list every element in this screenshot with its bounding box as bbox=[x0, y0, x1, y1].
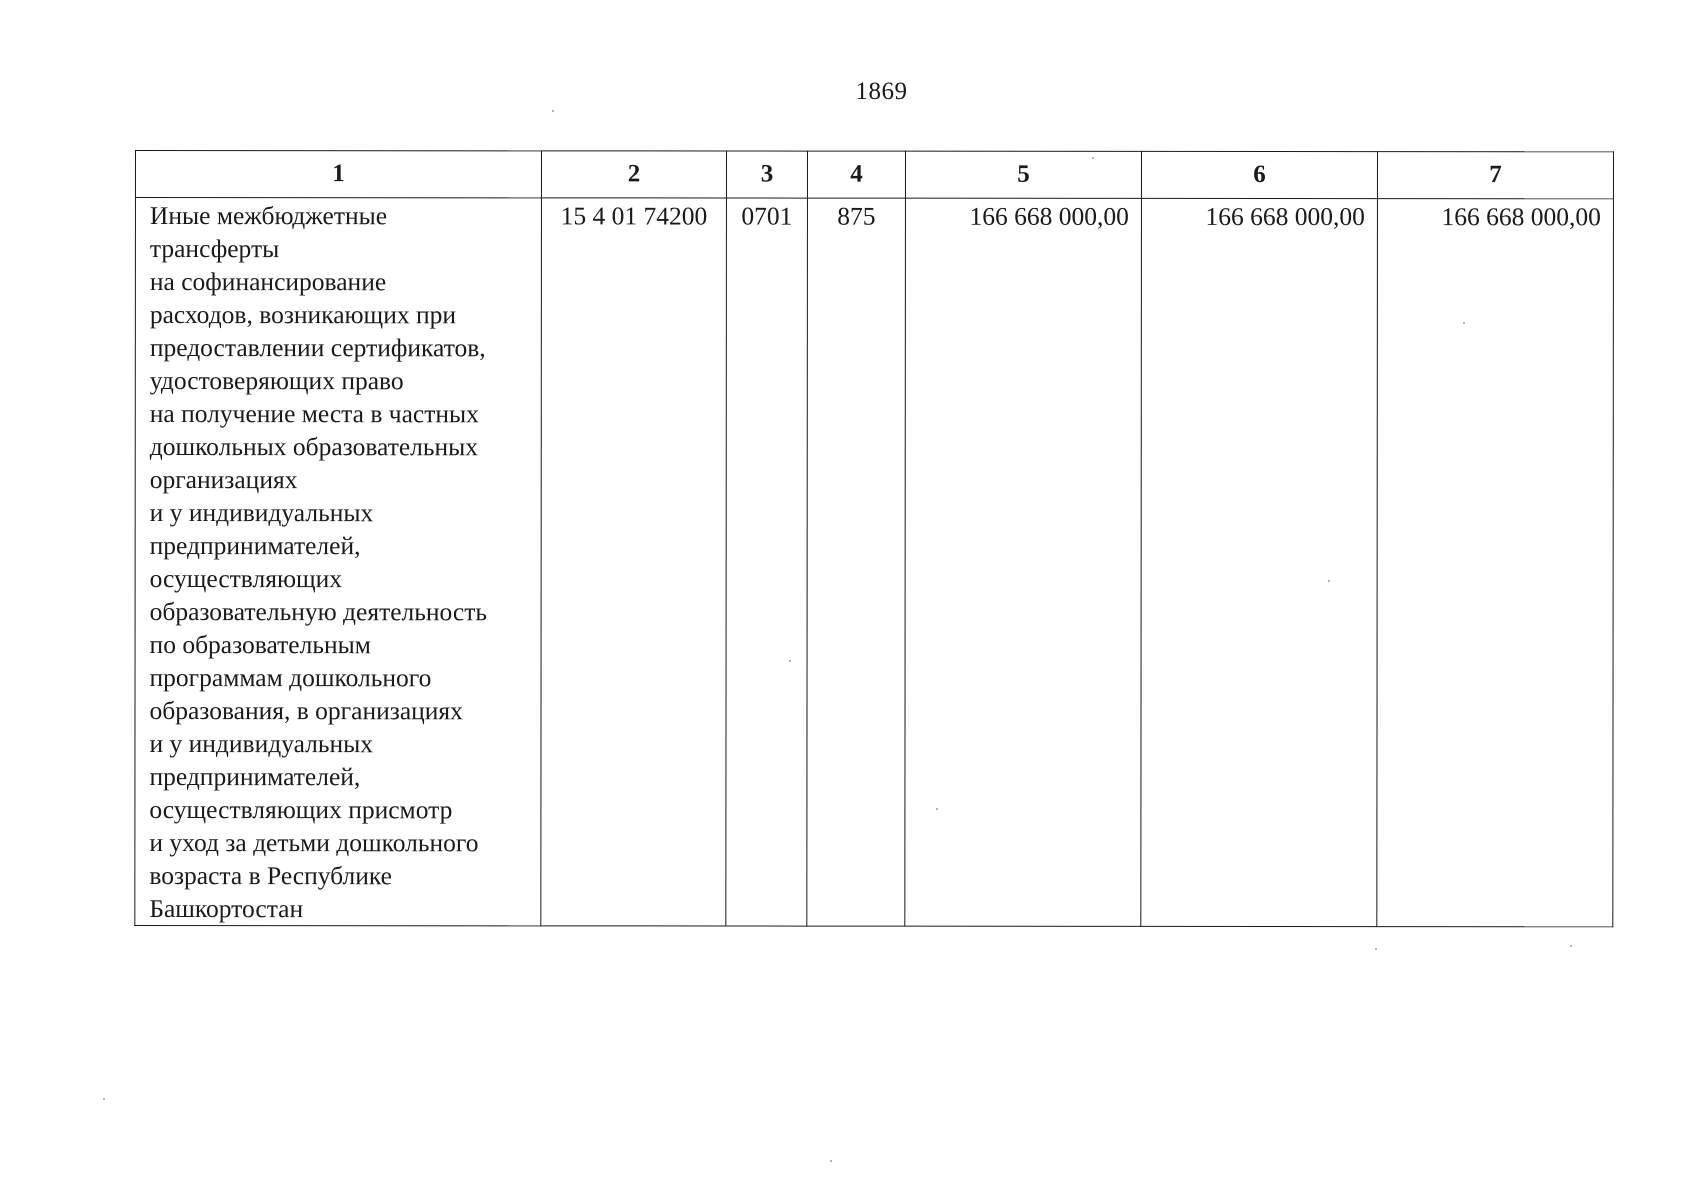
column-header-2: 2 bbox=[541, 151, 726, 198]
description-line: на получение места в частных bbox=[149, 399, 479, 429]
description-line: и у индивидуальных bbox=[149, 498, 374, 528]
header-row bbox=[135, 151, 1613, 199]
column-header-3: 3 bbox=[726, 151, 807, 198]
description-line: предпринимателей, bbox=[149, 531, 361, 561]
scan-speck bbox=[103, 1098, 105, 1100]
description-line: образования, в организациях bbox=[149, 696, 463, 726]
description-line: удостоверяющих право bbox=[149, 366, 404, 396]
scan-speck bbox=[830, 1160, 832, 1162]
scan-speck bbox=[1463, 322, 1465, 324]
description-line: и у индивидуальных bbox=[149, 729, 374, 759]
scan-speck bbox=[1328, 580, 1330, 582]
amount-cell-col7: 166 668 000,00 bbox=[1377, 199, 1614, 927]
description-line: расходов, возникающих при bbox=[149, 300, 457, 330]
column-header-7: 7 bbox=[1377, 152, 1613, 199]
scan-speck bbox=[552, 110, 554, 112]
description-line: Иные межбюджетные bbox=[149, 201, 388, 231]
code-cell: 15 4 01 74200 bbox=[541, 198, 727, 926]
description-line: предпринимателей, bbox=[149, 762, 361, 792]
description-line: на софинансирование bbox=[149, 267, 387, 297]
amount-cell-col5: 166 668 000,00 bbox=[905, 198, 1142, 926]
scan-speck bbox=[1375, 948, 1377, 950]
description-line: образовательную деятельность bbox=[149, 597, 488, 627]
page-number: 1869 bbox=[855, 78, 908, 105]
table-row bbox=[135, 198, 1614, 927]
description-cell bbox=[135, 198, 542, 926]
scan-speck bbox=[1570, 945, 1572, 947]
column-header-5: 5 bbox=[905, 151, 1141, 198]
description-line: осуществляющих присмотр bbox=[149, 795, 453, 825]
description-line: и уход за детьми дошкольного bbox=[149, 828, 479, 858]
scan-speck bbox=[1092, 157, 1094, 159]
expense-type-cell: 875 bbox=[807, 198, 906, 926]
column-header-1: 1 bbox=[135, 151, 541, 198]
section-cell: 0701 bbox=[726, 198, 808, 926]
amount-cell-col6: 166 668 000,00 bbox=[1141, 198, 1378, 926]
budget-table bbox=[134, 150, 1614, 927]
scan-speck bbox=[789, 660, 791, 662]
description-line: трансферты bbox=[149, 234, 280, 264]
description-line: дошкольных образовательных bbox=[149, 432, 479, 462]
description-line: Башкортостан bbox=[149, 894, 304, 924]
description-line: предоставлении сертификатов, bbox=[149, 333, 486, 363]
column-header-6: 6 bbox=[1141, 151, 1377, 198]
description-line: программам дошкольного bbox=[149, 663, 432, 693]
column-header-4: 4 bbox=[807, 151, 905, 198]
scan-speck bbox=[936, 808, 938, 810]
description-line: возраста в Республике bbox=[149, 861, 392, 891]
description-line: организациях bbox=[149, 465, 298, 495]
description-line: по образовательным bbox=[149, 630, 371, 660]
description-line: осуществляющих bbox=[149, 564, 343, 594]
